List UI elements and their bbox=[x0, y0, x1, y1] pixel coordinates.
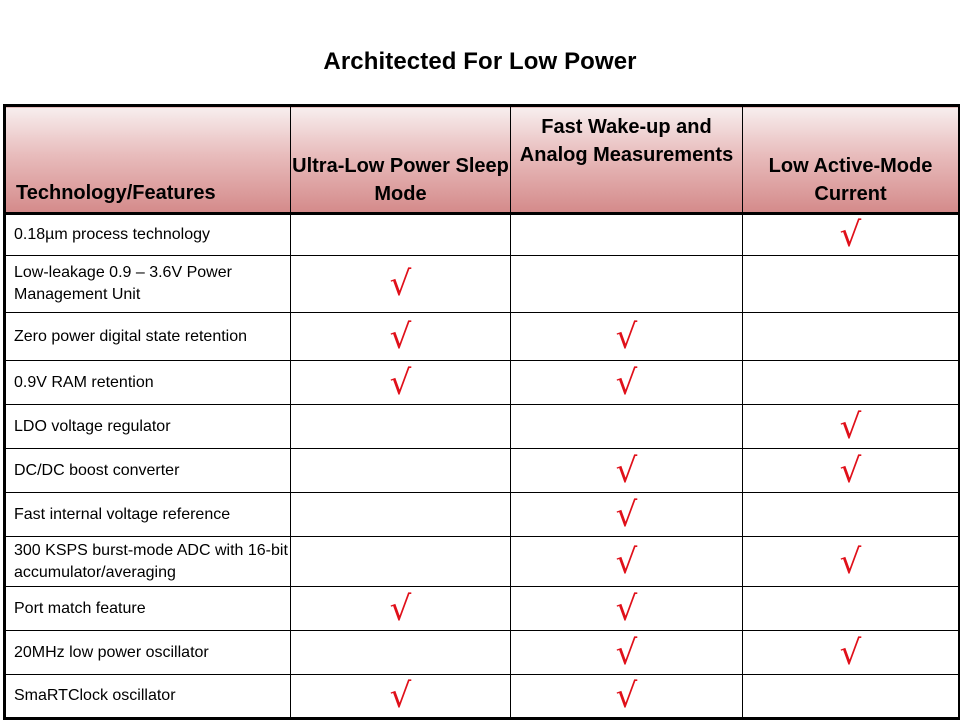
empty-cell bbox=[291, 631, 511, 675]
page-title: Architected For Low Power bbox=[323, 48, 637, 75]
feature-cell: 0.18µm process technology bbox=[5, 214, 291, 256]
empty-cell bbox=[743, 361, 960, 405]
table-row bbox=[5, 405, 960, 449]
empty-cell bbox=[743, 493, 960, 537]
table-row bbox=[5, 493, 960, 537]
empty-cell bbox=[291, 214, 511, 256]
check-mark-icon: √ bbox=[511, 361, 743, 405]
feature-table bbox=[3, 104, 960, 720]
empty-cell bbox=[291, 449, 511, 493]
table-row bbox=[5, 313, 960, 361]
feature-cell: 20MHz low power oscillator bbox=[5, 631, 291, 675]
feature-cell: Low-leakage 0.9 – 3.6V Power Management Unit bbox=[5, 256, 291, 313]
check-mark-icon: √ bbox=[511, 675, 743, 719]
table-body bbox=[5, 214, 960, 719]
feature-cell: LDO voltage regulator bbox=[5, 405, 291, 449]
header-row bbox=[5, 106, 960, 214]
table-row bbox=[5, 675, 960, 719]
check-mark-icon: √ bbox=[743, 537, 960, 587]
feature-cell: Port match feature bbox=[5, 587, 291, 631]
feature-cell: SmaRTClock oscillator bbox=[5, 675, 291, 719]
check-mark-icon: √ bbox=[291, 256, 511, 313]
table-row bbox=[5, 587, 960, 631]
table-row bbox=[5, 449, 960, 493]
header-technology-features: Technology/Features bbox=[5, 106, 291, 214]
check-mark-icon: √ bbox=[511, 493, 743, 537]
table-row bbox=[5, 537, 960, 587]
check-mark-icon: √ bbox=[291, 587, 511, 631]
check-mark-icon: √ bbox=[743, 405, 960, 449]
empty-cell bbox=[743, 675, 960, 719]
empty-cell bbox=[511, 405, 743, 449]
check-mark-icon: √ bbox=[743, 631, 960, 675]
check-mark-icon: √ bbox=[511, 587, 743, 631]
check-mark-icon: √ bbox=[291, 313, 511, 361]
header-ultra-low-power-sleep: Ultra-Low Power Sleep Mode bbox=[291, 106, 511, 214]
check-mark-icon: √ bbox=[511, 537, 743, 587]
table-row bbox=[5, 361, 960, 405]
check-mark-icon: √ bbox=[511, 631, 743, 675]
header-low-active-current: Low Active-Mode Current bbox=[743, 106, 960, 214]
empty-cell bbox=[743, 256, 960, 313]
check-mark-icon: √ bbox=[291, 675, 511, 719]
check-mark-icon: √ bbox=[743, 449, 960, 493]
feature-cell: Fast internal voltage reference bbox=[5, 493, 291, 537]
empty-cell bbox=[291, 537, 511, 587]
table-row bbox=[5, 256, 960, 313]
feature-cell: 300 KSPS burst-mode ADC with 16-bit accumulator/averaging bbox=[5, 537, 291, 587]
feature-cell: Zero power digital state retention bbox=[5, 313, 291, 361]
check-mark-icon: √ bbox=[743, 214, 960, 256]
empty-cell bbox=[291, 493, 511, 537]
empty-cell bbox=[291, 405, 511, 449]
empty-cell bbox=[743, 313, 960, 361]
table-row bbox=[5, 631, 960, 675]
check-mark-icon: √ bbox=[511, 449, 743, 493]
empty-cell bbox=[511, 214, 743, 256]
feature-cell: 0.9V RAM retention bbox=[5, 361, 291, 405]
check-mark-icon: √ bbox=[511, 313, 743, 361]
feature-cell: DC/DC boost converter bbox=[5, 449, 291, 493]
table-row bbox=[5, 214, 960, 256]
empty-cell bbox=[511, 256, 743, 313]
empty-cell bbox=[743, 587, 960, 631]
check-mark-icon: √ bbox=[291, 361, 511, 405]
header-fast-wakeup-analog: Fast Wake-up and Analog Measurements bbox=[511, 106, 743, 214]
